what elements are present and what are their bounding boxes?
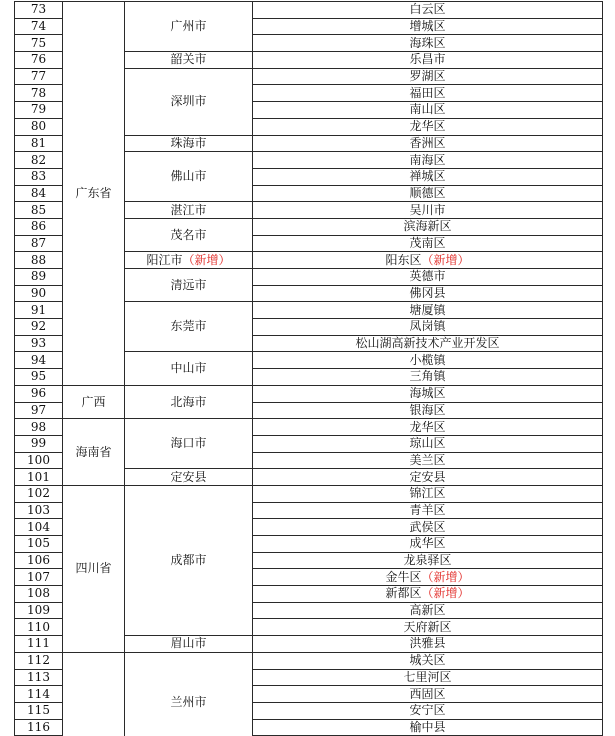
- city-cell: [125, 352, 253, 385]
- district-name: 龙华区: [409, 419, 446, 434]
- city-name: 深圳市: [170, 94, 207, 109]
- district-cell: [253, 485, 603, 502]
- row-number: 101: [15, 469, 63, 486]
- city-cell: [125, 485, 253, 635]
- row-number: 107: [15, 569, 63, 586]
- city-name: 阳江市: [146, 252, 183, 267]
- district-cell: [253, 636, 603, 653]
- district-name: 榆中县: [409, 719, 446, 734]
- city-cell: [125, 636, 253, 653]
- row-number: 73: [15, 2, 63, 19]
- table-row: [15, 485, 603, 502]
- row-number: 116: [15, 719, 63, 736]
- city-name: 珠海市: [170, 135, 207, 150]
- row-number: 105: [15, 536, 63, 553]
- district-name: 洪雅县: [409, 636, 446, 651]
- district-name: 青羊区: [409, 502, 446, 517]
- row-number: 95: [15, 369, 63, 386]
- table-row: [15, 2, 603, 19]
- district-cell: [253, 602, 603, 619]
- city-name: 湛江市: [170, 202, 207, 217]
- city-cell: [125, 469, 253, 486]
- district-cell: [253, 168, 603, 185]
- row-number: 85: [15, 202, 63, 219]
- district-name: 龙泉驿区: [403, 553, 452, 568]
- row-number: 77: [15, 68, 63, 85]
- row-number: 83: [15, 168, 63, 185]
- province-cell: 广西: [63, 385, 125, 418]
- city-cell: [125, 2, 253, 52]
- row-number: 110: [15, 619, 63, 636]
- city-cell: [125, 269, 253, 302]
- row-number: 79: [15, 102, 63, 119]
- district-name: 定安县: [409, 469, 446, 484]
- row-number: 76: [15, 52, 63, 69]
- city-cell: [125, 68, 253, 135]
- region-table-body: [15, 2, 603, 736]
- city-name: 眉山市: [170, 636, 207, 651]
- district-name: 高新区: [409, 603, 446, 618]
- district-name: 禅城区: [409, 169, 446, 184]
- province-cell: 广东省: [63, 2, 125, 386]
- district-name: 海珠区: [409, 35, 446, 50]
- district-name: 茂南区: [409, 235, 446, 250]
- city-name: 兰州市: [170, 694, 207, 709]
- city-cell: [125, 152, 253, 202]
- row-number: 114: [15, 686, 63, 703]
- district-cell: [253, 185, 603, 202]
- row-number: 87: [15, 235, 63, 252]
- district-cell: [253, 68, 603, 85]
- district-cell: [253, 269, 603, 286]
- row-number: 103: [15, 502, 63, 519]
- district-cell: [253, 652, 603, 669]
- row-number: 81: [15, 135, 63, 152]
- city-name: 广州市: [170, 19, 207, 34]
- district-name: 滨海新区: [403, 219, 452, 234]
- district-cell: [253, 719, 603, 736]
- row-number: 78: [15, 85, 63, 102]
- city-cell: [125, 385, 253, 418]
- city-name: 茂名市: [170, 227, 207, 242]
- district-cell: [253, 702, 603, 719]
- district-cell: [253, 2, 603, 19]
- new-tag: （新增）: [421, 569, 470, 584]
- district-name: 白云区: [409, 2, 446, 17]
- row-number: 93: [15, 335, 63, 352]
- district-name: 南海区: [409, 152, 446, 167]
- row-number: 99: [15, 435, 63, 452]
- city-name: 清远市: [170, 277, 207, 292]
- city-cell: [125, 202, 253, 219]
- city-name: 定安县: [170, 469, 207, 484]
- district-cell: [253, 218, 603, 235]
- district-name: 塘厦镇: [409, 302, 446, 317]
- district-name: 武侯区: [409, 519, 446, 534]
- city-cell: [125, 52, 253, 69]
- city-cell: [125, 419, 253, 469]
- district-name: 罗湖区: [409, 69, 446, 84]
- row-number: 75: [15, 35, 63, 52]
- row-number: 91: [15, 302, 63, 319]
- district-cell: [253, 385, 603, 402]
- district-cell: [253, 235, 603, 252]
- row-number: 106: [15, 552, 63, 569]
- district-name: 安宁区: [409, 703, 446, 718]
- district-cell: [253, 502, 603, 519]
- district-name: 凤岗镇: [409, 319, 446, 334]
- district-cell: [253, 118, 603, 135]
- city-cell: [125, 302, 253, 352]
- district-name: 阳东区: [385, 252, 422, 267]
- district-cell: [253, 152, 603, 169]
- district-cell: [253, 102, 603, 119]
- district-name: 松山湖高新技术产业开发区: [355, 336, 500, 351]
- district-name: 三角镇: [409, 369, 446, 384]
- city-cell: [125, 135, 253, 152]
- row-number: 109: [15, 602, 63, 619]
- row-number: 74: [15, 18, 63, 35]
- table-row: [15, 385, 603, 402]
- district-name: 福田区: [409, 85, 446, 100]
- district-name: 七里河区: [403, 669, 452, 684]
- row-number: 96: [15, 385, 63, 402]
- row-number: 108: [15, 586, 63, 603]
- district-cell: [253, 319, 603, 336]
- district-cell: [253, 18, 603, 35]
- district-name: 银海区: [409, 402, 446, 417]
- district-name: 南山区: [409, 102, 446, 117]
- row-number: 112: [15, 652, 63, 669]
- district-cell: [253, 352, 603, 369]
- district-cell: [253, 552, 603, 569]
- new-tag: （新增）: [421, 586, 470, 601]
- district-cell: [253, 435, 603, 452]
- table-row: [15, 419, 603, 436]
- row-number: 97: [15, 402, 63, 419]
- district-cell: [253, 369, 603, 386]
- row-number: 89: [15, 269, 63, 286]
- row-number: 82: [15, 152, 63, 169]
- district-name: 乐昌市: [409, 52, 446, 67]
- district-name: 西固区: [409, 686, 446, 701]
- row-number: 104: [15, 519, 63, 536]
- city-name: 北海市: [170, 394, 207, 409]
- district-cell: [253, 686, 603, 703]
- row-number: 111: [15, 636, 63, 653]
- district-cell: [253, 302, 603, 319]
- city-name: 佛山市: [170, 169, 207, 184]
- district-cell: [253, 52, 603, 69]
- row-number: 90: [15, 285, 63, 302]
- district-cell: [253, 519, 603, 536]
- district-cell: [253, 202, 603, 219]
- province-cell: [63, 652, 125, 736]
- district-cell: [253, 135, 603, 152]
- city-name: 东莞市: [170, 319, 207, 334]
- city-cell: [125, 252, 253, 269]
- district-name: 锦江区: [409, 486, 446, 501]
- district-name: 顺德区: [409, 185, 446, 200]
- row-number: 98: [15, 419, 63, 436]
- district-name: 增城区: [409, 19, 446, 34]
- row-number: 84: [15, 185, 63, 202]
- district-name: 成华区: [409, 536, 446, 551]
- district-name: 城关区: [409, 653, 446, 668]
- district-cell: [253, 536, 603, 553]
- district-name: 新都区: [385, 586, 422, 601]
- district-name: 美兰区: [409, 452, 446, 467]
- new-tag: （新增）: [182, 252, 231, 267]
- row-number: 94: [15, 352, 63, 369]
- table-row: [15, 652, 603, 669]
- district-name: 香洲区: [409, 135, 446, 150]
- city-cell: [125, 652, 253, 736]
- district-cell: [253, 452, 603, 469]
- district-name: 金牛区: [385, 569, 422, 584]
- district-cell: [253, 586, 603, 603]
- row-number: 92: [15, 319, 63, 336]
- district-name: 天府新区: [403, 619, 452, 634]
- district-name: 吴川市: [409, 202, 446, 217]
- district-cell: [253, 569, 603, 586]
- city-name: 韶关市: [170, 52, 207, 67]
- region-table: [14, 1, 603, 736]
- row-number: 86: [15, 218, 63, 235]
- district-cell: [253, 669, 603, 686]
- district-cell: [253, 419, 603, 436]
- row-number: 100: [15, 452, 63, 469]
- district-name: 龙华区: [409, 119, 446, 134]
- province-cell: 海南省: [63, 419, 125, 486]
- row-number: 88: [15, 252, 63, 269]
- district-cell: [253, 35, 603, 52]
- city-cell: [125, 218, 253, 251]
- city-name: 海口市: [170, 436, 207, 451]
- district-cell: [253, 335, 603, 352]
- row-number: 113: [15, 669, 63, 686]
- row-number: 80: [15, 118, 63, 135]
- district-cell: [253, 252, 603, 269]
- district-name: 海城区: [409, 386, 446, 401]
- district-name: 佛冈县: [409, 286, 446, 301]
- district-name: 英德市: [409, 269, 446, 284]
- district-cell: [253, 285, 603, 302]
- district-name: 琼山区: [409, 436, 446, 451]
- district-name: 小榄镇: [409, 352, 446, 367]
- district-cell: [253, 85, 603, 102]
- city-name: 成都市: [170, 553, 207, 568]
- district-cell: [253, 469, 603, 486]
- district-cell: [253, 619, 603, 636]
- new-tag: （新增）: [421, 252, 470, 267]
- city-name: 中山市: [170, 361, 207, 376]
- row-number: 102: [15, 485, 63, 502]
- province-cell: 四川省: [63, 485, 125, 652]
- row-number: 115: [15, 702, 63, 719]
- district-cell: [253, 402, 603, 419]
